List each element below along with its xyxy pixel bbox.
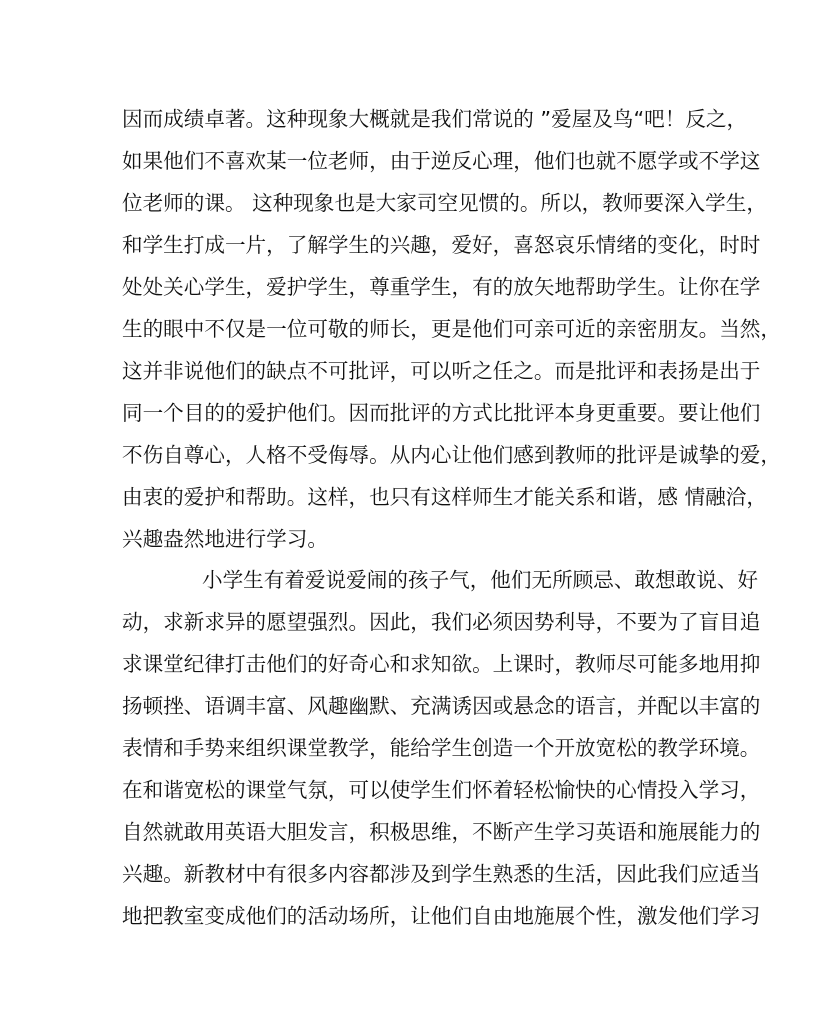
text-line: 自然就敢用英语大胆发言，积极思维，不断产生学习英语和施展能力的 bbox=[122, 820, 761, 844]
text-line: 在和谐宽松的课堂气氛，可以使学生们怀着轻松愉快的心情投入学习， bbox=[122, 778, 761, 802]
text-line: 由衷的爱护和帮助。这样，也只有这样师生才能关系和谐，感 情融洽， bbox=[122, 485, 767, 509]
paragraph-first-line: 小学生有着爱说爱闹的孩子气，他们无所顾忌、敢想敢说、好 bbox=[202, 568, 759, 592]
text-line: 不伤自尊心，人格不受侮辱。从内心让他们感到教师的批评是诚挚的爱， bbox=[122, 443, 781, 467]
text-line: 这并非说他们的缺点不可批评，可以听之任之。而是批评和表扬是出于 bbox=[122, 359, 761, 383]
text-line: 表情和手势来组织课堂教学，能给学生创造一个开放宽松的教学环境。 bbox=[122, 736, 761, 760]
text-line: 处处关心学生，爱护学生，尊重学生，有的放矢地帮助学生。让你在学 bbox=[122, 275, 761, 299]
text-line: 因而成绩卓著。这种现象大概就是我们常说的 ”爱屋及鸟“吧！反之， bbox=[122, 107, 748, 131]
text-line: 兴趣。新教材中有很多内容都涉及到学生熟悉的生活，因此我们应适当 bbox=[122, 862, 761, 886]
text-line: 求课堂纪律打击他们的好奇心和求知欲。上课时，教师尽可能多地用抑 bbox=[122, 652, 761, 676]
text-line: 动，求新求异的愿望强烈。因此，我们必须因势利导，不要为了盲目追 bbox=[122, 610, 761, 634]
text-line: 和学生打成一片，了解学生的兴趣，爱好，喜怒哀乐情绪的变化，时时 bbox=[122, 233, 761, 257]
text-line: 同一个目的的爱护他们。因而批评的方式比批评本身更重要。要让他们 bbox=[122, 401, 761, 425]
text-line: 扬顿挫、语调丰富、风趣幽默、充满诱因或悬念的语言，并配以丰富的 bbox=[122, 694, 761, 718]
text-line: 地把教室变成他们的活动场所，让他们自由地施展个性，激发他们学习 bbox=[122, 904, 761, 928]
text-line: 兴趣盎然地进行学习。 bbox=[122, 527, 328, 551]
text-line: 如果他们不喜欢某一位老师，由于逆反心理，他们也就不愿学或不学这 bbox=[122, 149, 761, 173]
text-line: 位老师的课。 这种现象也是大家司空见惯的。所以，教师要深入学生， bbox=[122, 191, 767, 215]
text-line: 生的眼中不仅是一位可敬的师长，更是他们可亲可近的亲密朋友。当然， bbox=[122, 317, 781, 341]
